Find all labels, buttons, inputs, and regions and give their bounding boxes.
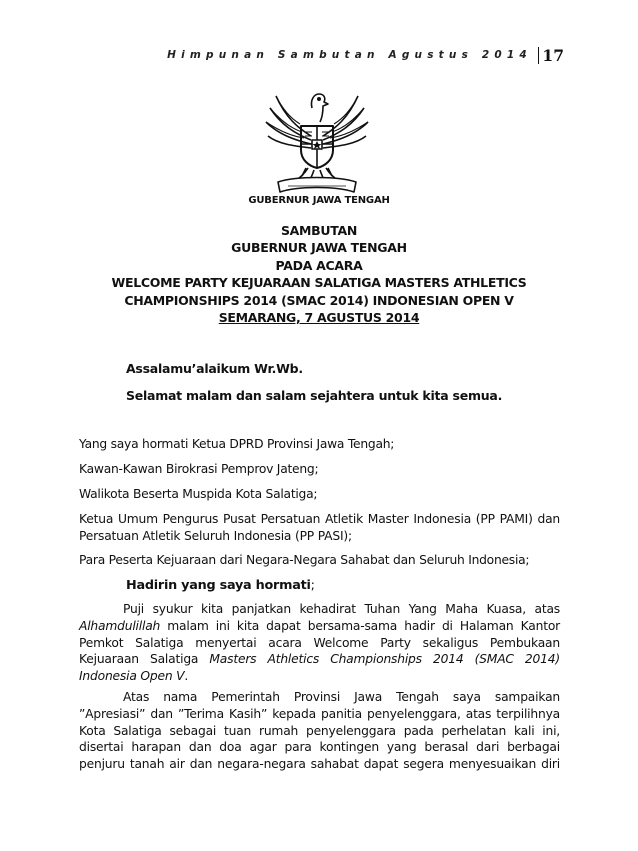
paragraph-line: Kejuaraan Salatiga Masters Athletics Championships 2014 (SMAC 2014): [79, 652, 560, 667]
header-separator: [538, 47, 540, 64]
paragraph-line: Atas nama Pemerintah Provinsi Jawa Tengah saya sampaikan: [123, 690, 560, 704]
addressee-line: Yang saya hormati Ketua DPRD Provinsi Jawa Tengah;: [79, 437, 395, 451]
addressee-line: Walikota Beserta Muspida Kota Salatiga;: [79, 487, 318, 501]
greeting-salam: Assalamu’alaikum Wr.Wb.: [126, 361, 303, 376]
header-title: Himpunan Sambutan Agustus 2014: [167, 49, 532, 61]
paragraph-line: disertai harapan dan doa agar para kontingen yang berasal dari berbagai: [79, 740, 560, 755]
addressee-paragraph: [79, 511, 560, 545]
addressee-line: Para Peserta Kejuaraan dari Negara-Negara Sahabat dan Seluruh Indonesia;: [79, 553, 530, 567]
appreciation-paragraph: [79, 689, 560, 773]
governor-label: GUBERNUR JAWA TENGAH: [248, 195, 390, 206]
paragraph-line: penjuru tanah air dan negara-negara sahabat dapat segera menyesuaikan diri: [79, 757, 560, 772]
opening-paragraph: [79, 601, 560, 685]
title-line: GUBERNUR JAWA TENGAH: [231, 240, 407, 256]
addressee-line: Persatuan Atletik Seluruh Indonesia (PP PASI);: [79, 528, 352, 543]
paragraph-line: Puji syukur kita panjatkan kehadirat Tuhan Yang Maha Kuasa, atas: [123, 602, 560, 616]
garuda-pancasila-emblem-icon: [256, 88, 378, 198]
paragraph-line: Alhamdulillah malam ini kita dapat bersama-sama hadir di Halaman Kantor: [79, 618, 560, 633]
title-line: PADA ACARA: [275, 257, 363, 273]
title-line: WELCOME PARTY KEJUARAAN SALATIGA MASTERS ATHLETICS: [111, 275, 527, 291]
running-header: [0, 44, 564, 66]
addressee-line: Ketua Umum Pengurus Pusat Persatuan Atletik Master Indonesia (PP PAMI) dan: [79, 512, 560, 526]
paragraph-line: Pemkot Salatiga menyertai acara Welcome Party sekaligus Pembukaan: [79, 635, 560, 650]
hadirin-heading: Hadirin yang saya hormati;: [126, 578, 315, 593]
title-line: CHAMPIONSHIPS 2014 (SMAC 2014) INDONESIAN OPEN V: [124, 292, 514, 308]
paragraph-line: Kota Salatiga sebagai tuan rumah penyelenggara pada perhelatan kali ini,: [79, 723, 560, 738]
title-line: SAMBUTAN: [280, 223, 358, 238]
paragraph-line: ”Apresiasi” dan ”Terima Kasih” kepada panitia penyelenggara, atas terpilihnya: [79, 706, 560, 721]
greeting-evening: Selamat malam dan salam sejahtera untuk kita semua.: [126, 388, 503, 403]
speech-title: [0, 222, 638, 326]
title-location-date: SEMARANG, 7 AGUSTUS 2014: [218, 310, 420, 326]
paragraph-line: Indonesia Open V.: [79, 669, 189, 684]
addressee-line: Kawan-Kawan Birokrasi Pemprov Jateng;: [79, 462, 319, 476]
page-number: 17: [542, 45, 564, 65]
